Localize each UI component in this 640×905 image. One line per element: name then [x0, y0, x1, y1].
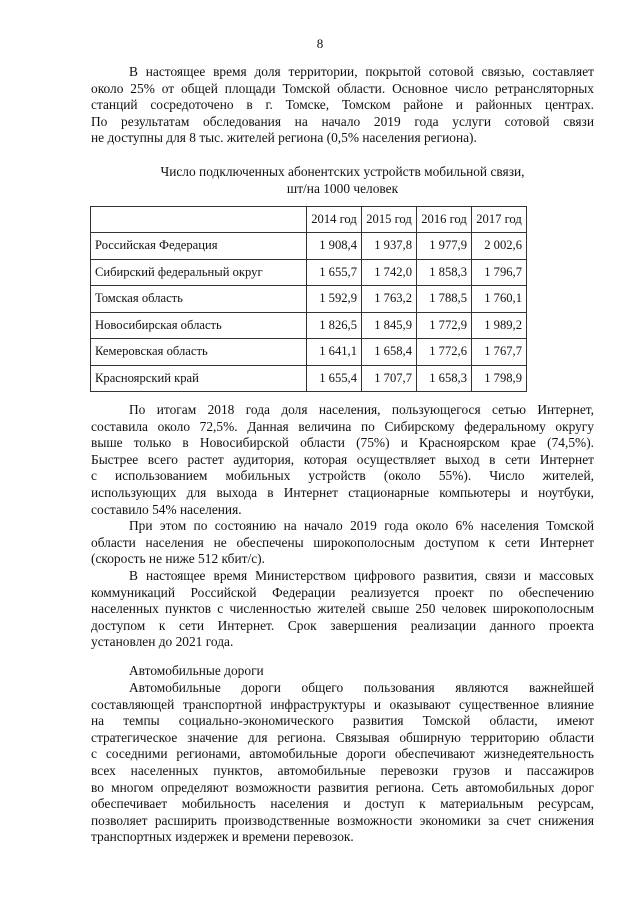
table-row [91, 365, 527, 392]
header-year: 2016 год [417, 207, 472, 233]
text-line: Быстрее всего растет аудитория, которая осуществляет выход в сети Интернет [91, 451, 594, 467]
text-line: области населения не обеспечены широкополосным доступом к сети Интернет [91, 534, 594, 550]
table-row [91, 312, 527, 339]
text-line: на темпы социально-экономического развития Томской области, имеют [91, 713, 594, 729]
region-name: Новосибирская область [91, 312, 307, 339]
text-line: использующих для выхода в Интернет стационарные компьютеры и ноутбуки, [91, 484, 594, 500]
value-cell: 1 763,2 [362, 286, 417, 313]
text-line: составило 54% населения. [91, 501, 242, 517]
region-name: Российская Федерация [91, 233, 307, 260]
value-cell: 1 845,9 [362, 312, 417, 339]
text-line: станций сосредоточено в г. Томске, Томском районе и районных центрах. [91, 97, 594, 113]
value-cell: 1 760,1 [472, 286, 527, 313]
value-cell: 2 002,6 [472, 233, 527, 260]
value-cell: 1 796,7 [472, 259, 527, 286]
text-line: По итогам 2018 года доля населения, пользующегося сетью Интернет, [129, 402, 594, 417]
region-name: Томская область [91, 286, 307, 313]
mobile-subscribers-table [90, 206, 527, 392]
text-line: установлен до 2021 года. [91, 634, 234, 650]
text-line: составляющей транспортной инфраструктуры и оказывают существенное влияние [91, 696, 594, 712]
value-cell: 1 858,3 [417, 259, 472, 286]
value-cell: 1 592,9 [307, 286, 362, 313]
caption-line: Число подключенных абонентских устройств мобильной связи, [160, 164, 525, 179]
value-cell: 1 707,7 [362, 365, 417, 392]
paragraph-cellular-coverage [91, 64, 594, 147]
value-cell: 1 658,4 [362, 339, 417, 366]
text-line: выше только в Новосибирской области (75%) и Красноярском крае (74,5%). [91, 435, 594, 451]
text-line: всех населенных пунктов, автомобильные перевозки грузов и пассажиров [91, 762, 594, 778]
value-cell: 1 772,9 [417, 312, 472, 339]
value-cell: 1 641,1 [307, 339, 362, 366]
header-year: 2017 год [472, 207, 527, 233]
text-line: населенных пунктов с численностью жителей свыше 250 человек широкополосным [91, 601, 594, 617]
text-line: с соседними регионами, автомобильные дороги обеспечивают жизнедеятельность [91, 746, 594, 762]
text-line: При этом по состоянию на начало 2019 года около 6% населения Томской [129, 518, 594, 533]
text-line: Автомобильные дороги общего пользования являются важнейшей [129, 680, 594, 695]
value-cell: 1 977,9 [417, 233, 472, 260]
text-line: коммуникаций Российской Федерации реализуется проект по обеспечению [91, 584, 594, 600]
text-line: составила около 72,5%. Данная величина по Сибирскому федеральному округу [91, 418, 594, 434]
value-cell: 1 772,6 [417, 339, 472, 366]
table-row [91, 286, 527, 313]
region-name: Сибирский федеральный округ [91, 259, 307, 286]
value-cell: 1 826,5 [307, 312, 362, 339]
section-heading: Автомобильные дороги [129, 663, 264, 678]
value-cell: 1 937,8 [362, 233, 417, 260]
table-row [91, 259, 527, 286]
text-line: стратегическое значение для региона. Связывая обширную территорию области [91, 729, 594, 745]
table-header-row [91, 207, 527, 233]
value-cell: 1 798,9 [472, 365, 527, 392]
text-line: По результатам обследования на начало 2019 года услуги сотовой связи [91, 113, 594, 129]
table-row [91, 339, 527, 366]
value-cell: 1 658,3 [417, 365, 472, 392]
paragraph-roads [91, 680, 594, 846]
value-cell: 1 908,4 [307, 233, 362, 260]
table-caption [91, 164, 594, 197]
text-line: около 25% от общей площади Томской области. Основное число ретрансляторных [91, 80, 594, 96]
paragraph-broadband-gap [91, 518, 594, 568]
value-cell: 1 989,2 [472, 312, 527, 339]
paragraph-ministry-project [91, 568, 594, 651]
text-line: (скорость не ниже 512 кбит/с). [91, 551, 265, 567]
page-number: 8 [316, 36, 324, 51]
text-line: с использованием мобильных устройств (около 55%). Число жителей, [91, 468, 594, 484]
header-blank-cell [91, 207, 307, 233]
header-year: 2014 год [307, 207, 362, 233]
text-line: В настоящее время доля территории, покрытой сотовой связью, составляет [129, 64, 594, 79]
value-cell: 1 655,7 [307, 259, 362, 286]
region-name: Кемеровская область [91, 339, 307, 366]
value-cell: 1 788,5 [417, 286, 472, 313]
caption-line: шт/на 1000 человек [286, 180, 399, 196]
value-cell: 1 767,7 [472, 339, 527, 366]
text-line: транспортных издержек и времени перевозок. [91, 829, 354, 845]
text-line: доступом к сети Интернет. Срок завершения реализации данного проекта [91, 617, 594, 633]
table-row [91, 233, 527, 260]
paragraph-internet-usage [91, 402, 594, 518]
text-line: не доступны для 8 тыс. жителей региона (0,5% населения региона). [91, 130, 477, 146]
value-cell: 1 655,4 [307, 365, 362, 392]
header-year: 2015 год [362, 207, 417, 233]
text-line: позволяет расширить производственные возможности экономики за счет снижения [91, 812, 594, 828]
text-line: во многом определяют возможности развития региона. Сеть автомобильных дорог [91, 779, 594, 795]
text-line: В настоящее время Министерством цифрового развития, связи и массовых [129, 568, 594, 583]
text-line: обеспечивает мобильность населения и доступ к материальным ресурсам, [91, 796, 594, 812]
region-name: Красноярский край [91, 365, 307, 392]
value-cell: 1 742,0 [362, 259, 417, 286]
